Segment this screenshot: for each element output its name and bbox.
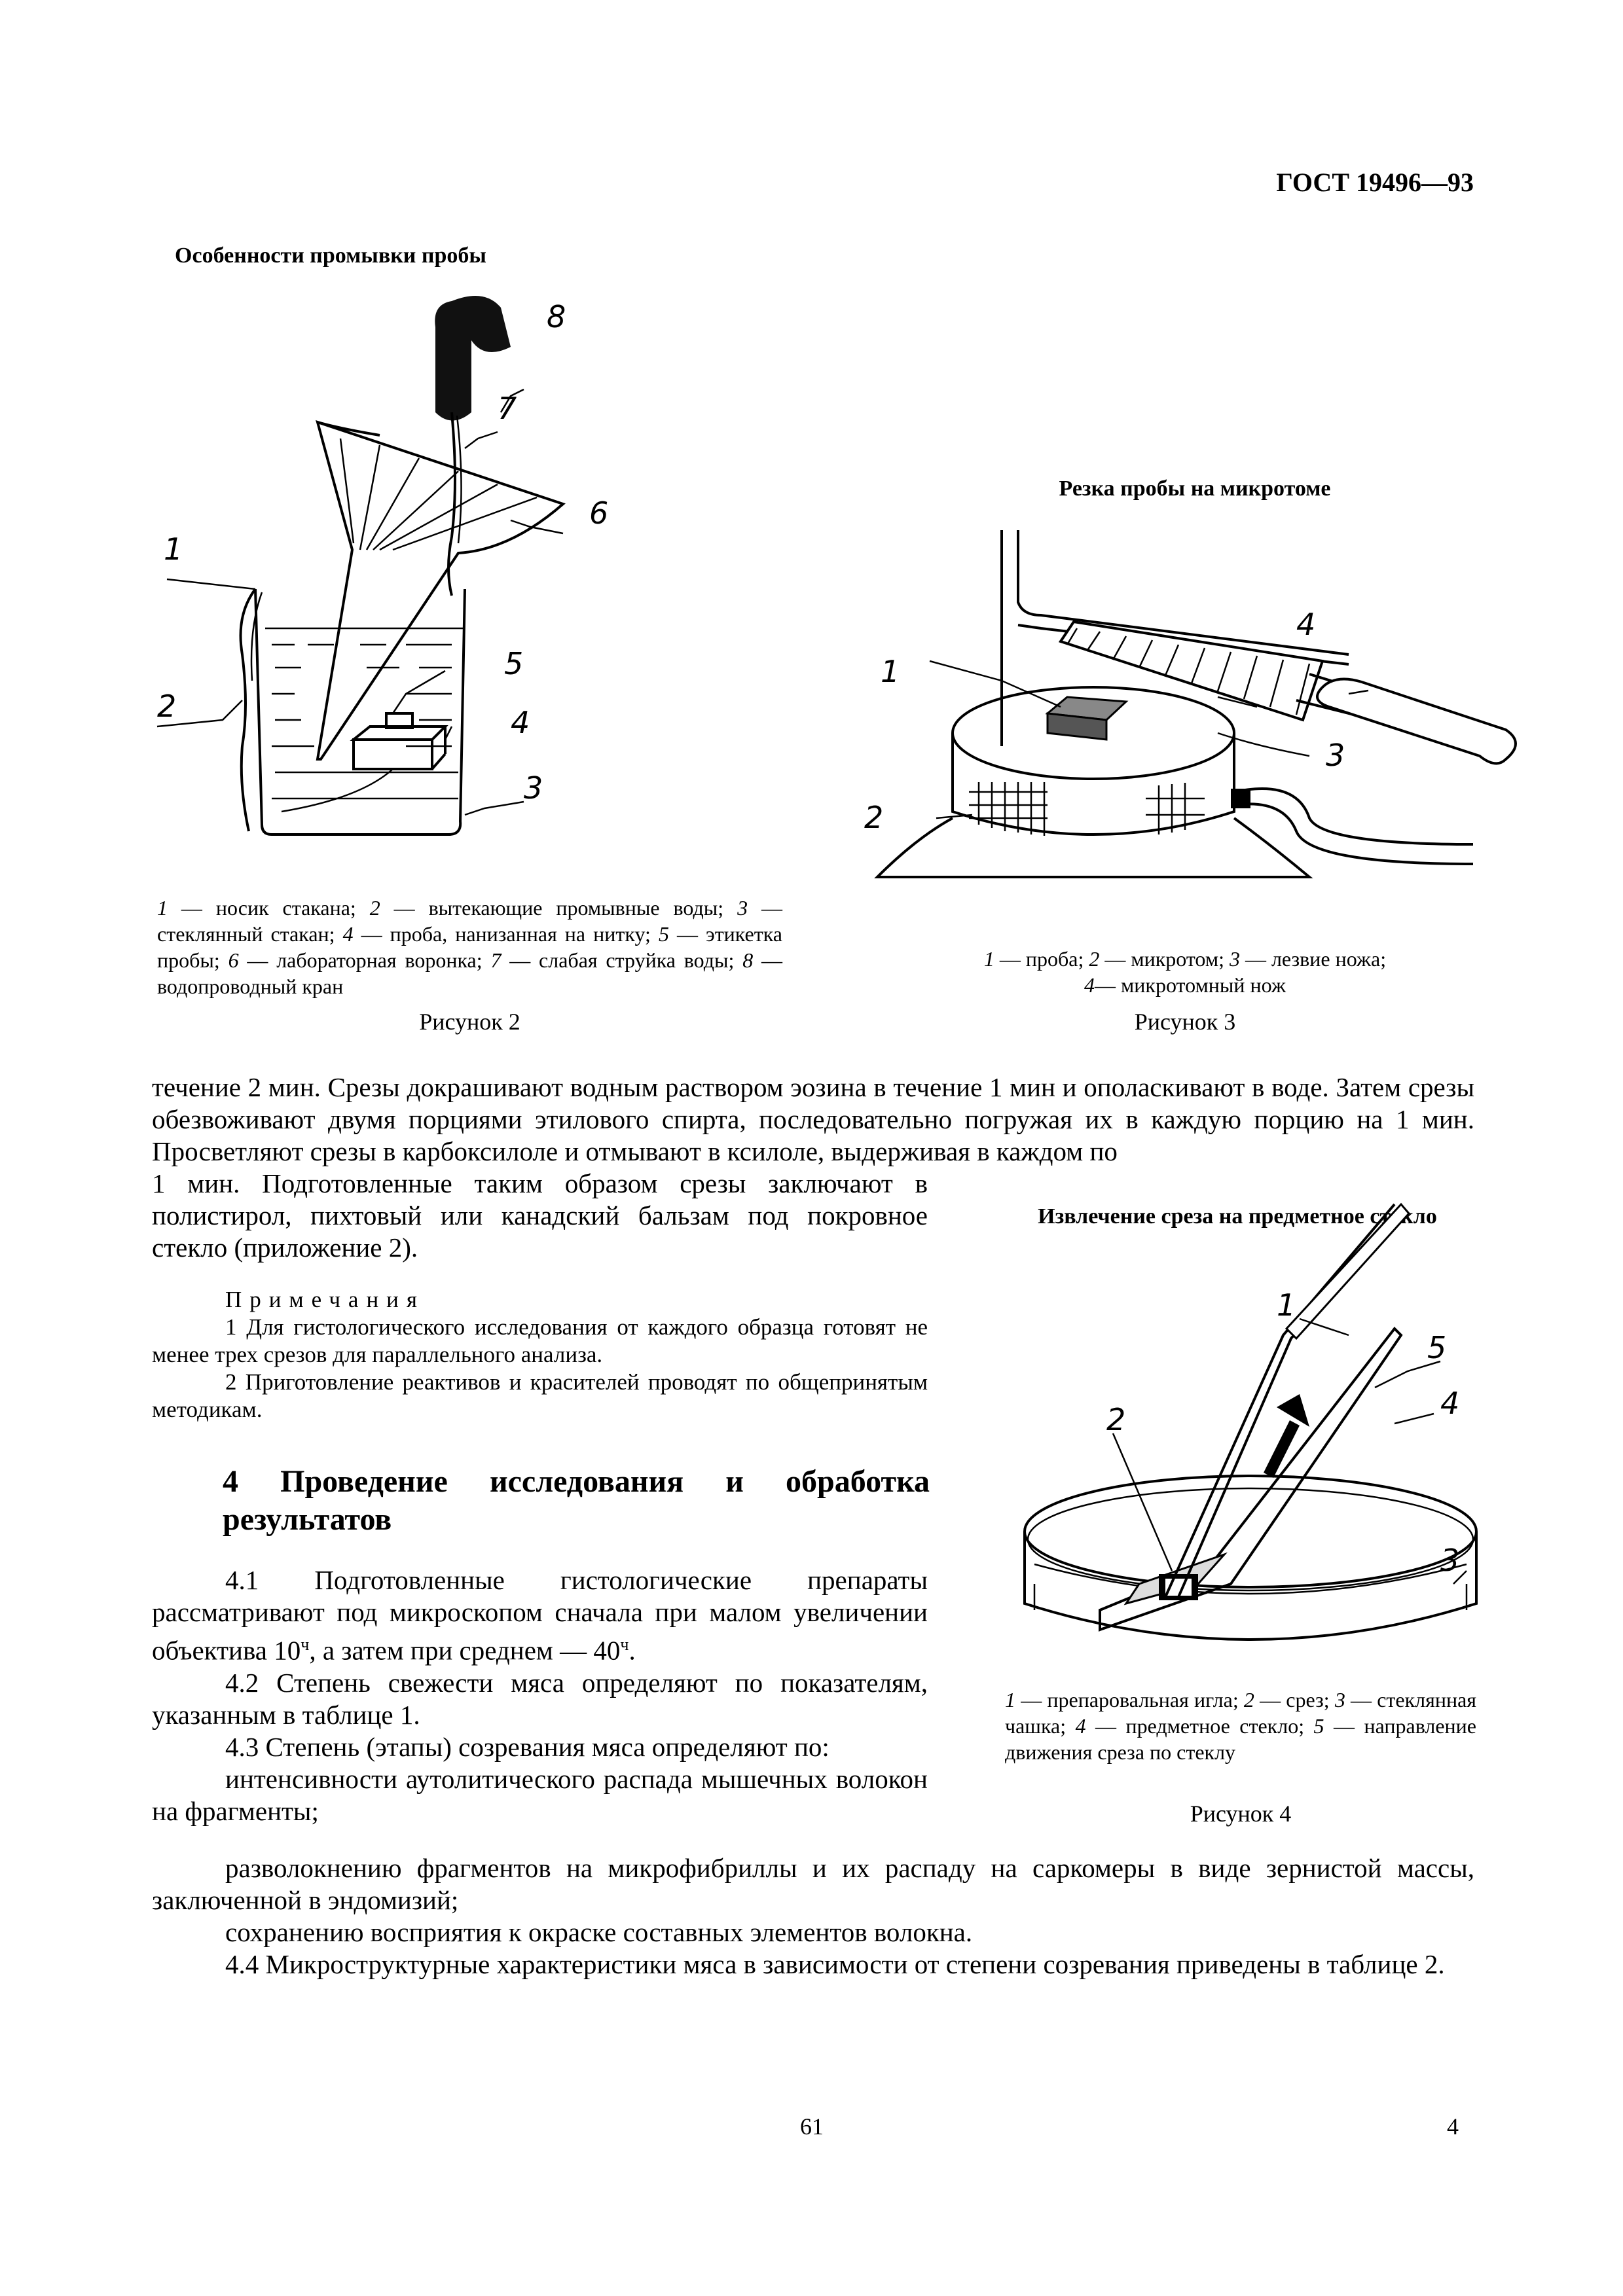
fig2-num-8: 8 bbox=[547, 299, 566, 334]
document-header: ГОСТ 19496—93 bbox=[1276, 168, 1474, 197]
figure2-caption: 1 — носик стакана; 2 — вытекающие промывные воды; 3 — стеклянный стакан; 4 — проба, нанизанная на нитку; 5 — этикетка пробы; 6 — лабораторная воронка; 7 — слабая струйка воды; 8 — водопроводный кран bbox=[157, 896, 783, 998]
microtome-drum-body bbox=[953, 733, 1234, 834]
beaker-water-hatch bbox=[272, 645, 458, 798]
figure4-title: Извлечение среза на предметное стекло bbox=[1038, 1204, 1437, 1229]
paragraph-1b bbox=[152, 1168, 928, 1264]
clause-4-3: 4.3 Степень (этапы) созревания мяса определяют по: bbox=[225, 1731, 830, 1762]
clause-4-2: 4.2 Степень свежести мяса определяют по показателям, указанным в таблице 1. bbox=[152, 1667, 928, 1730]
cable-upper bbox=[1234, 789, 1473, 844]
glass-dish-rim bbox=[1025, 1476, 1476, 1587]
figure2-title: Особенности промывки пробы bbox=[175, 243, 486, 268]
section-4-title: 4 Проведение исследования и обработка результатов bbox=[223, 1464, 930, 1537]
paragraph-1-text: течение 2 мин. Срезы докрашивают водным раствором эозина в течение 1 мин и ополаскивают в воде. Затем срезы обезвоживают двумя порциями этилового спирта, последовательно погружая их в каждую порцию на 1 мин. Просветляют срезы в карбоксилоле и отмывают в ксилоле, выдерживая в каждом по bbox=[152, 1072, 1474, 1166]
note-2: 2 Приготовление реактивов и красителей проводят по общепринятым методикам. bbox=[152, 1369, 928, 1422]
figure3-drawing bbox=[851, 530, 1506, 903]
figure3-title: Резка пробы на микротоме bbox=[1059, 476, 1331, 501]
fig4-num-2: 2 bbox=[1106, 1402, 1126, 1437]
fig3-num-1: 1 bbox=[881, 654, 900, 689]
fig2-num-3: 3 bbox=[524, 770, 543, 806]
fig2-num-5: 5 bbox=[504, 646, 524, 681]
section-4-left-block bbox=[152, 1564, 928, 1827]
fig4-num-3: 3 bbox=[1440, 1543, 1460, 1578]
fig2-num-4: 4 bbox=[511, 705, 530, 740]
paragraph-1 bbox=[152, 1071, 1474, 1168]
fig3-num-4: 4 bbox=[1296, 607, 1316, 642]
fig2-num-2: 2 bbox=[157, 689, 177, 724]
fig2-num-7: 7 bbox=[498, 391, 517, 426]
clause-4-3-b: разволокнению фрагментов на микрофибриллы и их распаду на саркомеры в виде зернистой массы, заключенной в эндомизий; bbox=[152, 1853, 1474, 1915]
figure4-caption: 1 — препаровальная игла; 2 — срез; 3 — стеклянная чашка; 4 — предметное стекло; 5 — направление движения среза по стеклу bbox=[1005, 1688, 1477, 1764]
fig2-num-1: 1 bbox=[164, 531, 183, 567]
cable-lower bbox=[1234, 804, 1473, 864]
figure4-drawing bbox=[1008, 1257, 1480, 1682]
figure2-drawing bbox=[144, 288, 615, 877]
knife-handle bbox=[1317, 679, 1516, 764]
sheet-number: 4 bbox=[1447, 2113, 1459, 2140]
fig3-num-2: 2 bbox=[864, 800, 884, 835]
figure4-label: Рисунок 4 bbox=[1190, 1801, 1292, 1827]
microtome-base bbox=[877, 818, 1309, 877]
water-stream bbox=[448, 412, 455, 596]
page-number: 61 bbox=[800, 2113, 824, 2140]
fig4-num-4: 4 bbox=[1440, 1386, 1460, 1421]
section-4-full-block bbox=[152, 1852, 1474, 1981]
figure3-caption: 1 — проба; 2 — микротом; 3 — лезвие ножа; 4— микротомный нож bbox=[983, 947, 1387, 997]
movement-arrow-head bbox=[1277, 1394, 1309, 1427]
fig2-num-6: 6 bbox=[589, 495, 609, 531]
notes-block bbox=[152, 1286, 928, 1424]
clause-4-4: 4.4 Микроструктурные характеристики мяса в зависимости от степени созревания приведены в таблице 2. bbox=[225, 1949, 1445, 1979]
cable-connector bbox=[1231, 789, 1250, 808]
figure2-label: Рисунок 2 bbox=[419, 1009, 520, 1035]
figure3-label: Рисунок 3 bbox=[1134, 1009, 1236, 1035]
paragraph-1b-text: 1 мин. Подготовленные таким образом срезы заключают в полистирол, пихтовый или канадский бальзам под покровное стекло (приложение 2). bbox=[152, 1168, 928, 1263]
clause-4-3-a: интенсивности аутолитического распада мышечных волокон на фрагменты; bbox=[152, 1763, 928, 1826]
clause-4-3-c: сохранению восприятия к окраске составных элементов волокна. bbox=[225, 1917, 973, 1947]
notes-title: Примечания bbox=[225, 1287, 426, 1312]
fig4-num-5: 5 bbox=[1427, 1330, 1447, 1365]
note-1: 1 Для гистологического исследования от каждого образца готовят не менее трех срезов для параллельного анализа. bbox=[152, 1314, 928, 1367]
clause-4-1: 4.1 Подготовленные гистологические препараты рассматривают под микроскопом сначала при малом увеличении объектива $10^ч$, а затем при среднем — $40^ч$. bbox=[152, 1565, 928, 1666]
fig3-num-3: 3 bbox=[1326, 738, 1345, 773]
glass-dish-wall bbox=[1025, 1532, 1476, 1640]
sample-body bbox=[354, 740, 432, 769]
sample-thread bbox=[282, 769, 393, 812]
movement-arrow-shaft bbox=[1264, 1420, 1300, 1478]
fig4-num-1: 1 bbox=[1277, 1287, 1296, 1323]
